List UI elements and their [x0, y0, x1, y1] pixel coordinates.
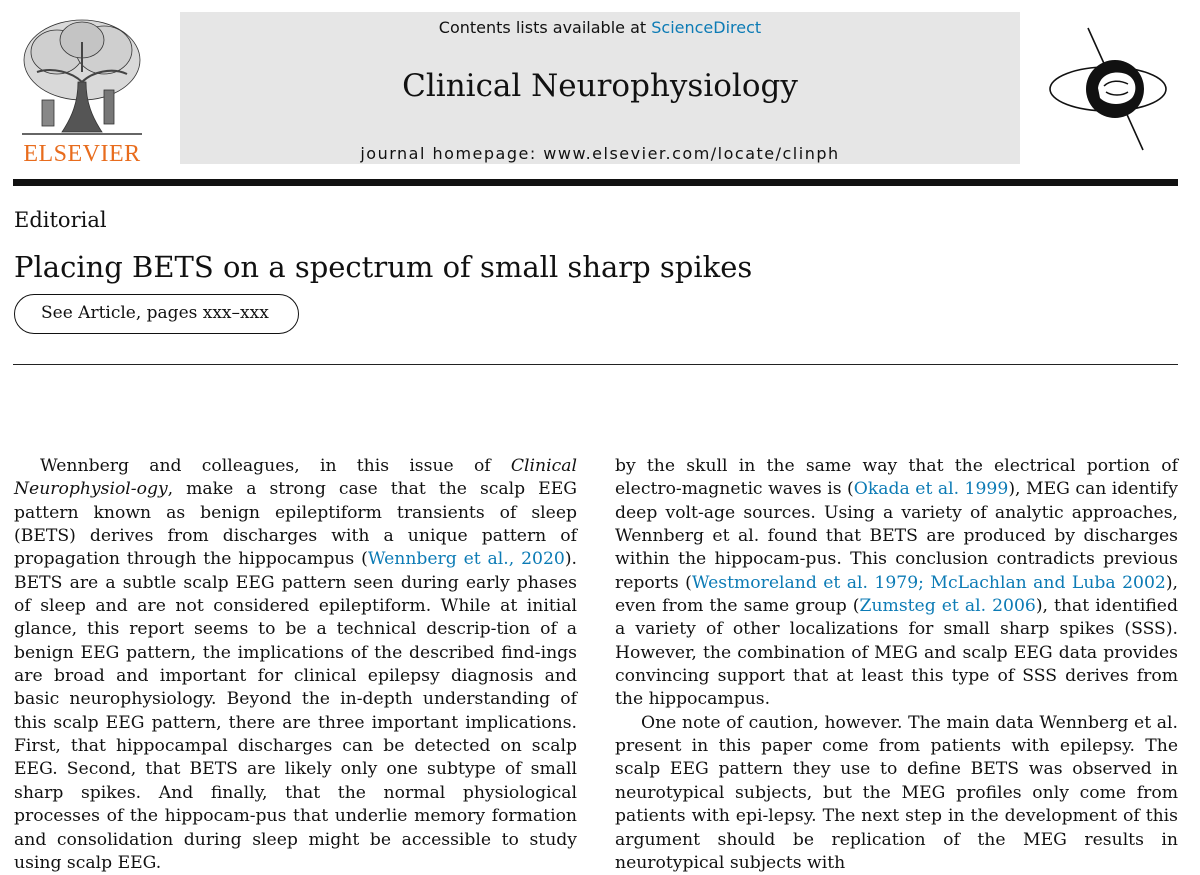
article-title: Placing BETS on a spectrum of small sharp spikes	[14, 250, 753, 284]
reference-link[interactable]: Westmoreland et al. 1979; McLachlan and Luba 2002	[691, 572, 1166, 593]
text-run: by the skull in the same way that the electrical portion of electro-magnetic waves is (	[615, 456, 1178, 500]
text-run: , make a strong case that the scalp EEG pattern known as benign epileptiform transients of sleep (BETS) derives from discharges with a unique pattern of propagation through the hippocampus (	[14, 479, 577, 570]
text-run: ), that identified a variety of other localizations for small sharp spikes (SSS). However, the combination of MEG and scalp EEG data provides convincing support that at least this type of SSS derives from the hippocampus.	[615, 596, 1178, 710]
reference-link[interactable]: Okada et al. 1999	[853, 479, 1009, 500]
elsevier-tree-icon	[12, 12, 150, 142]
body-column-right	[615, 455, 1178, 875]
paragraph	[615, 455, 1178, 712]
section-divider	[13, 364, 1178, 365]
journal-title[interactable]: Clinical Neurophysiology	[402, 68, 798, 104]
text-run: ). BETS are a subtle scalp EEG pattern seen during early phases of sleep and are not considered epileptiform. While at initial glance, this report seems to be a technical descrip-tion of a benign EEG pattern, the implications of the described find-ings are broad and important for clinical epilepsy diagnosis and basic neurophysiology. Beyond the in-depth understanding of this scalp EEG pattern, there are three important implications. First, that hippocampal discharges can be detected on scalp EEG. Second, that BETS are likely only one subtype of small sharp spikes. And finally, that the normal physiological processes of the hippocam-pus that underlie memory formation and consolidation during sleep might be accessible to study using scalp EEG.	[14, 549, 577, 873]
contents-prefix: Contents lists available at	[438, 18, 652, 37]
article-type: Editorial	[14, 208, 107, 232]
sciencedirect-link[interactable]: ScienceDirect	[651, 18, 762, 37]
brain-globe-icon	[1048, 26, 1178, 154]
reference-link[interactable]: Wennberg et al., 2020	[367, 549, 565, 570]
header-rule	[13, 179, 1178, 186]
text-run: ), MEG can identify deep volt-age sources. Using a variety of analytic approaches, Wennberg et al. found that BETS are produced by discharges within the hippocam-pus. This conclusion contradicts previous reports (	[615, 479, 1179, 593]
publisher-wordmark: ELSEVIER	[23, 141, 141, 167]
journal-homepage[interactable]: journal homepage: www.elsevier.com/locate/clinph	[360, 144, 840, 163]
body-column-left	[14, 455, 577, 875]
reference-link[interactable]: Zumsteg et al. 2006	[859, 596, 1036, 617]
contents-line	[180, 18, 1020, 37]
see-article-button[interactable]: See Article, pages xxx–xxx	[14, 294, 299, 334]
text-run: Wennberg and colleagues, in this issue of	[40, 456, 511, 476]
journal-cover-logo[interactable]	[1048, 26, 1178, 154]
text-run: ), even from the same group (	[615, 572, 1178, 617]
journal-name-italic: Clinical Neurophysiol-ogy	[14, 456, 577, 500]
journal-banner	[180, 12, 1020, 164]
paragraph: One note of caution, however. The main data Wennberg et al. present in this paper come from patients with epilepsy. The scalp EEG pattern they use to define BETS was observed in neurotypical subjects, but the MEG profiles only come from patients with epi-lepsy. The next step in the development of this argument should be replication of the MEG results in neurotypical subjects with	[615, 712, 1178, 873]
paragraph	[14, 455, 577, 875]
